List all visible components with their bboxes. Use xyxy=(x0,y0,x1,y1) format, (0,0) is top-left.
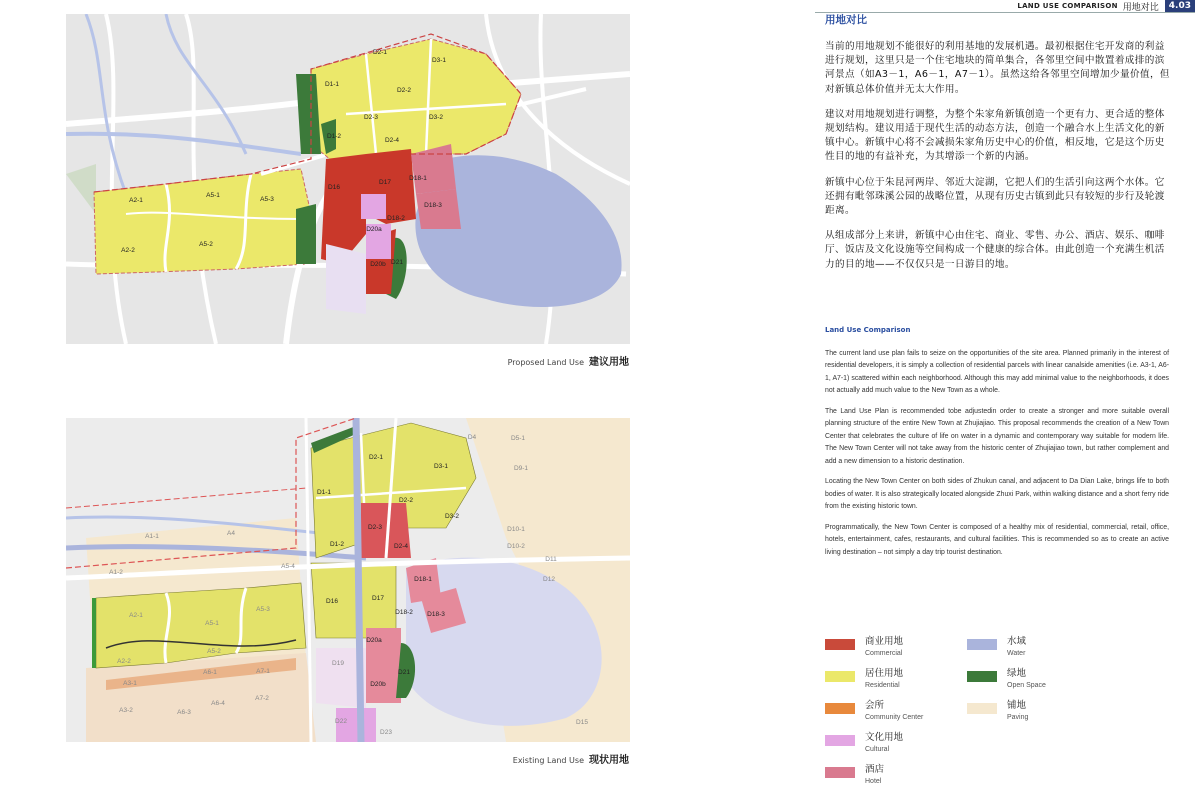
proposed-land-use-map xyxy=(66,14,630,344)
legend-item-hotel xyxy=(825,764,884,787)
parcel-label: D18-2 xyxy=(387,215,405,222)
parcel-label: A1-2 xyxy=(109,569,123,576)
legend-label-cn: 会所 xyxy=(865,700,885,711)
legend-label-en: Cultural xyxy=(865,746,890,753)
parcel-label: A1-1 xyxy=(145,533,159,540)
parcel-label: A4 xyxy=(227,530,235,537)
legend-label-cn: 商业用地 xyxy=(865,636,904,647)
proposed-caption-en: Proposed Land Use xyxy=(507,358,584,367)
parcel-label: D2-2 xyxy=(396,87,412,94)
parcel-label: D19 xyxy=(332,660,344,667)
proposed-caption-cn: 建议用地 xyxy=(589,357,629,368)
proposed-map-drawing xyxy=(66,14,630,344)
legend-item-open-space xyxy=(967,668,1046,691)
section-header-en: LAND USE COMPARISON xyxy=(1017,2,1118,10)
legend-label-cn: 酒店 xyxy=(865,764,885,775)
section-header-cn: 用地对比 xyxy=(1122,2,1159,13)
legend-label-en: Open Space xyxy=(1007,682,1046,689)
parcel-label: A7-1 xyxy=(256,668,270,675)
parcel-label: A5-4 xyxy=(281,563,295,570)
english-section-title: Land Use Comparison xyxy=(825,326,911,334)
legend-swatch xyxy=(825,639,855,650)
legend-label-cn: 水域 xyxy=(1007,636,1027,647)
parcel-label: D1-1 xyxy=(324,81,340,88)
proposed-map-caption xyxy=(508,353,629,368)
legend-swatch xyxy=(825,735,855,746)
parcel-label: D3-2 xyxy=(444,513,460,520)
existing-caption-en: Existing Land Use xyxy=(512,756,584,765)
parcel-label: D12 xyxy=(543,576,555,583)
parcel-label: D2-4 xyxy=(384,137,400,144)
parcel-label: A5-2 xyxy=(199,241,213,248)
section-header xyxy=(1017,0,1195,12)
legend-swatch xyxy=(967,639,997,650)
legend-swatch xyxy=(967,671,997,682)
english-body xyxy=(825,348,1169,568)
parcel-label: D20b xyxy=(370,261,386,268)
legend-label-en: Commercial xyxy=(865,650,903,657)
existing-caption-cn: 现状用地 xyxy=(589,755,629,766)
legend-item-community-center xyxy=(825,700,923,723)
parcel-label: D9-1 xyxy=(513,465,529,472)
chinese-paragraph: 建议对用地规划进行调整，为整个朱家角新镇创造一个更有力、更合适的整体规划结构。建议用适于现代生活的动态方法，创造一个融合水上生活文化的新镇中心。新镇中心将不会减损朱家角历史中心的价值，相反地，它是这个历史性目的地的有益补充，为其增添一个新的内涵。 xyxy=(825,108,1165,163)
legend-swatch xyxy=(825,703,855,714)
parcel-label: D4 xyxy=(467,434,477,441)
parcel-label: A5-1 xyxy=(206,192,220,199)
parcel-label: D1-1 xyxy=(316,489,332,496)
existing-map-drawing xyxy=(66,418,630,742)
legend-item-commercial xyxy=(825,636,903,659)
legend-label-cn: 文化用地 xyxy=(865,732,904,743)
parcel-label: D22 xyxy=(335,718,347,725)
legend-label-en: Paving xyxy=(1007,714,1029,721)
english-paragraph: The Land Use Plan is recommended tobe adjustedin order to create a stronger and more suitable overall planning structure of the entire New Town at Zhujiajiao. This proposal recommends the creation of a New Town Center that celebrates the culture of life on water in a dynamic and contemporary way suitable for modern life. The New Town Center will not take away from the historic center of Zhujiajiao town, but rather complement and add a new dimension to a historic destination. xyxy=(825,408,1169,465)
parcel-label: D20a xyxy=(366,637,382,644)
parcel-label: D2-4 xyxy=(393,543,409,550)
parcel-label: D23 xyxy=(380,729,392,736)
page-number-badge: 4.03 xyxy=(1165,0,1195,12)
parcel-label: A5-2 xyxy=(207,648,221,655)
legend-label-en: Water xyxy=(1007,650,1026,657)
chinese-paragraph: 从组成部分上来讲，新镇中心由住宅、商业、零售、办公、酒店、娱乐、咖啡厅、饭店及文化设施等空间构成一个健康的综合体。由此创造一个充满生机活力的目的地——不仅仅只是一日游目的地。 xyxy=(825,230,1165,270)
parcel-label: A2-1 xyxy=(129,612,143,619)
english-paragraph: Programmatically, the New Town Center is composed of a healthy mix of residential, commercial, retail, office, hotels, entertainment, cafes, restaurants, and cultural facilities. This is recommended so as to create an active living destination – not simply a day trip tourist destination. xyxy=(825,524,1169,556)
parcel-label: D1-2 xyxy=(326,133,342,140)
parcel-label: D18-1 xyxy=(414,576,432,583)
chinese-paragraph: 当前的用地规划不能很好的利用基地的发展机遇。最初根据住宅开发商的利益进行规划，这里只是一个住宅地块的简单集合，各邻里空间中散置着成排的滨河景点（如A3－1，A6－1，A7－1）。虽然这给各邻里空间增加少量价值，但对新镇总体价值并无太大作用。 xyxy=(825,41,1170,95)
parcel-label: D16 xyxy=(326,598,338,605)
existing-land-use-map xyxy=(66,418,630,742)
parcel-label: D2-3 xyxy=(367,524,383,531)
chinese-paragraph: 新镇中心位于朱昆河两岸、邻近大淀湖，它把人们的生活引向这两个水体。它还拥有毗邻珠溪公园的战略位置，从现有历史古镇到此只有较短的步行及轮渡距离。 xyxy=(825,176,1165,217)
legend-item-water xyxy=(967,636,1026,659)
legend-label-cn: 居住用地 xyxy=(865,668,904,679)
parcel-label: A6-3 xyxy=(177,709,191,716)
parcel-label: A5-3 xyxy=(256,606,270,613)
parcel-label: D10-1 xyxy=(507,526,525,533)
parcel-label: D17 xyxy=(372,595,384,602)
parcel-label: D5-1 xyxy=(510,435,526,442)
parcel-label: D3-1 xyxy=(433,463,449,470)
parcel-label: D2-2 xyxy=(398,497,414,504)
parcel-label: D21 xyxy=(398,669,410,676)
parcel-label: A3-2 xyxy=(119,707,133,714)
parcel-label: D17 xyxy=(379,179,391,186)
chinese-section-title: 用地对比 xyxy=(825,14,867,26)
parcel-label: D2-3 xyxy=(363,114,379,121)
parcel-label: D10-2 xyxy=(507,543,525,550)
parcel-label: D2-1 xyxy=(368,454,384,461)
parcel-label: D18-3 xyxy=(424,202,442,209)
english-paragraph: Locating the New Town Center on both sides of Zhukun canal, and adjacent to Da Dian Lake, brings life to both bodies of water. It is also strategically located alongside Zhuxi Park, within walking distance and a short ferry ride from the existing historic town. xyxy=(825,478,1169,511)
parcel-label: D18-3 xyxy=(427,611,445,618)
parcel-label: D15 xyxy=(576,719,588,726)
parcel-label: D2-1 xyxy=(372,49,388,56)
parcel-label: A2-1 xyxy=(129,197,143,204)
legend-item-paving xyxy=(967,700,1028,723)
parcel-label: D1-2 xyxy=(329,541,345,548)
parcel-label: A2-2 xyxy=(117,658,131,665)
legend-label-en: Community Center xyxy=(865,714,924,721)
parcel-label: D16 xyxy=(328,184,340,191)
parcel-label: A3-1 xyxy=(123,680,137,687)
legend-label-en: Hotel xyxy=(865,778,882,785)
parcel-label: A5-1 xyxy=(205,620,219,627)
legend-item-cultural xyxy=(825,732,903,755)
legend-label-cn: 铺地 xyxy=(1007,700,1027,711)
parcel-label: A6-1 xyxy=(203,669,217,676)
parcel-label: D18-1 xyxy=(409,175,427,182)
parcel-label: A5-3 xyxy=(260,196,274,203)
english-paragraph: The current land use plan fails to seize on the opportunities of the site area. Planned primarily in the interest of residential developers, it is simply a collection of residential parcels with linear canalside amenities (i.e. A3-1, A6-1, A7-1) scattered within each neighborhood. Although this may add minimal value to the neighborhoods, it does not actually add much value to the New Town as a whole. xyxy=(825,350,1169,395)
chinese-body xyxy=(825,40,1170,283)
parcel-label: A6-4 xyxy=(211,700,225,707)
legend-swatch xyxy=(825,671,855,682)
parcel-label: D21 xyxy=(391,259,403,266)
legend-item-residential xyxy=(825,668,903,691)
parcel-label: D3-2 xyxy=(428,114,444,121)
parcel-label: A7-2 xyxy=(255,695,269,702)
parcel-label: D3-1 xyxy=(431,57,447,64)
parcel-label: D11 xyxy=(545,556,557,563)
parcel-label: D20a xyxy=(366,226,382,233)
parcel-label: A2-2 xyxy=(121,247,135,254)
legend-swatch xyxy=(967,703,997,714)
parcel-label: D18-2 xyxy=(395,609,413,616)
legend-label-en: Residential xyxy=(865,682,900,689)
legend-swatch xyxy=(825,767,855,778)
parcel-label: D20b xyxy=(370,681,386,688)
existing-map-caption xyxy=(513,751,629,766)
header-rule xyxy=(815,12,1195,13)
legend-label-cn: 绿地 xyxy=(1007,668,1027,679)
